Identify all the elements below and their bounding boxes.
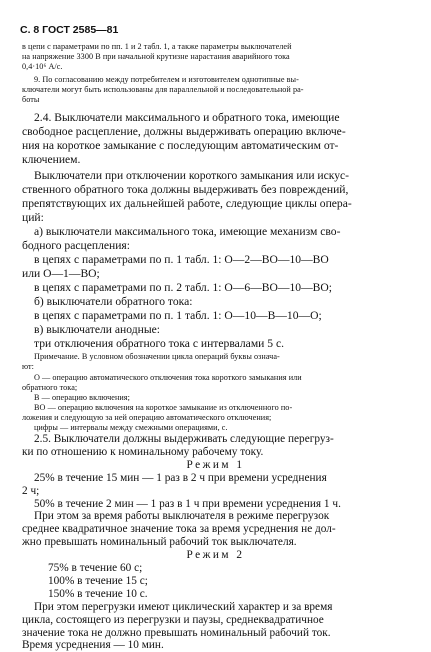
text-line: цифры — интервалы между смежными операциями, с. [34, 423, 228, 432]
text-line: или О—1—ВО; [22, 267, 100, 280]
text-line: жно превышать номинальный рабочий ток выключателя. [22, 536, 297, 549]
text-line: ключатели могут быть использованы для параллельной и последовательной ра- [22, 85, 304, 94]
text-line: ложения и следующую за ней операцию автоматического отключения; [22, 413, 272, 422]
text-line: 2 ч; [22, 484, 40, 497]
text-line: 25% в течение 15 мин — 1 раз в 2 ч при времени усреднения [34, 471, 327, 484]
text-line: ки по отношению к номинальному рабочему току. [22, 445, 264, 458]
mode-heading: Режим 1 [186, 458, 245, 471]
text-line: 2.5. Выключатели должны выдерживать следующие перегруз- [34, 433, 334, 445]
text-line: О — операцию автоматического отключения тока короткого замыкания или [34, 373, 302, 382]
text-line: в цепях с параметрами по п. 1 табл. 1: О—2—ВО—10—ВО [34, 253, 329, 266]
text-line: в цепях с параметрами по п. 2 табл. 1: О—6—ВО—10—ВО; [34, 281, 332, 294]
text-line: ВО — операцию включения на короткое замыкание из отключенного по- [34, 403, 293, 412]
text-line: Время усреднения — 10 мин. [22, 639, 164, 652]
text-line: В — операцию включения; [34, 393, 130, 402]
text-line: 50% в течение 2 мин — 1 раз в 1 ч при времени усреднения 1 ч. [34, 497, 341, 510]
text-line: ций: [22, 211, 44, 224]
text-line: боты [22, 95, 40, 104]
text-line: Выключатели при отключении короткого замыкания или искус- [34, 169, 350, 182]
text-line: бодного расцепления: [22, 239, 130, 252]
text-line: свободное расцепление, должны выдерживать операцию включе- [22, 125, 346, 138]
text-line: 150% в течение 10 с. [48, 587, 148, 600]
note-heading: Примечание. В условном обозначении цикла операций буквы означа- [34, 352, 280, 361]
text-line: препятствующих их дальнейшей работе, следующие циклы опера- [22, 197, 352, 210]
mode-heading: Режим 2 [186, 549, 245, 562]
text-line: в цепи с параметрами по пп. 1 и 2 табл. 1, а также параметры выключателей [22, 42, 292, 51]
text-line: ют: [22, 362, 35, 371]
text-line: на напряжение 3300 В при начальной крутизне нарастания аварийного тока [22, 52, 290, 61]
text-line: а) выключатели максимального тока, имеющие механизм сво- [34, 225, 341, 238]
text-line: в) выключатели анодные: [34, 323, 160, 336]
text-line: ственного обратного тока должны выдерживать без повреждений, [22, 183, 349, 196]
text-line: три отключения обратного тока с интервалами 5 с. [34, 337, 284, 350]
text-line: 0,4·10⁶ А/с. [22, 62, 63, 71]
text-line: 9. По согласованию между потребителем и изготовителем однотипные вы- [34, 75, 299, 84]
text-line: 75% в течение 60 с; [48, 562, 143, 574]
text-line: в цепях с параметрами по п. 1 табл. 1: О—10—В—10—О; [34, 309, 322, 322]
text-line: значение тока не должно превышать номинальный рабочий ток. [22, 626, 331, 639]
text-line: 2.4. Выключатели максимального и обратного тока, имеющие [34, 111, 340, 124]
page-header: С. 8 ГОСТ 2585—81 [20, 24, 119, 36]
text-line: При этом перегрузки имеют циклический характер и за время [34, 600, 333, 613]
text-line: 100% в течение 15 с; [48, 574, 148, 587]
text-line: б) выключатели обратного тока: [34, 295, 193, 308]
text-line: При этом за время работы выключателя в режиме перегрузок [34, 510, 330, 523]
text-line: ния на короткое замыкание с последующим автоматическим от- [22, 139, 339, 152]
text-line: ключением. [22, 153, 81, 166]
text-line: среднее квадратичное значение тока за время усреднения не дол- [22, 523, 336, 536]
text-line: обратного тока; [22, 383, 78, 392]
text-line: цикла, состоящего из перегрузки и паузы, среднеквадратичное [22, 613, 324, 626]
